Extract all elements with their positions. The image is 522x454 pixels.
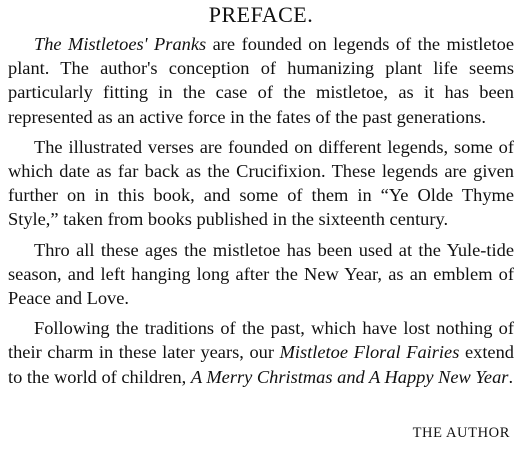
greeting-italic: A Merry Christmas and A Happy New Year: [190, 366, 509, 387]
paragraph-3: [8, 238, 514, 311]
author-signature: THE AUTHOR: [412, 425, 510, 441]
paragraph-4: [8, 316, 514, 389]
fairies-italic: Mistletoe Floral Fairies: [279, 342, 460, 363]
paragraph-2-text: The illustrated verses are founded on different legends, some of which date as far back as the Crucifixion. These legends are given further on in this book, and some of them in “Ye Olde Thyme Style,” taken from books published in the sixteenth century.: [8, 136, 514, 230]
paragraph-2: [8, 135, 514, 232]
paragraph-4-text-end: .: [508, 366, 514, 387]
paragraph-3-text: Thro all these ages the mistletoe has been used at the Yule-tide season, and left hanging long after the New Year, as an emblem of Peace and Love.: [8, 239, 514, 309]
paragraph-1-text: are founded on legends of the mistletoe plant. The author's conception of humanizing plant life seems particularly fitting in the case of the mistletoe, as it has been represented as an active force in the fates of the past generations.: [8, 34, 514, 127]
paragraph-4-text-start: Following the traditions of the past, which have lost nothing of their charm in these later years, our: [8, 318, 514, 363]
book-title-italic: The Mistletoes' Pranks: [34, 34, 207, 54]
paragraph-4-text-mid: extend to the world of children,: [8, 342, 514, 387]
paragraph-1: [8, 32, 514, 129]
page-title: PREFACE.: [208, 2, 314, 27]
